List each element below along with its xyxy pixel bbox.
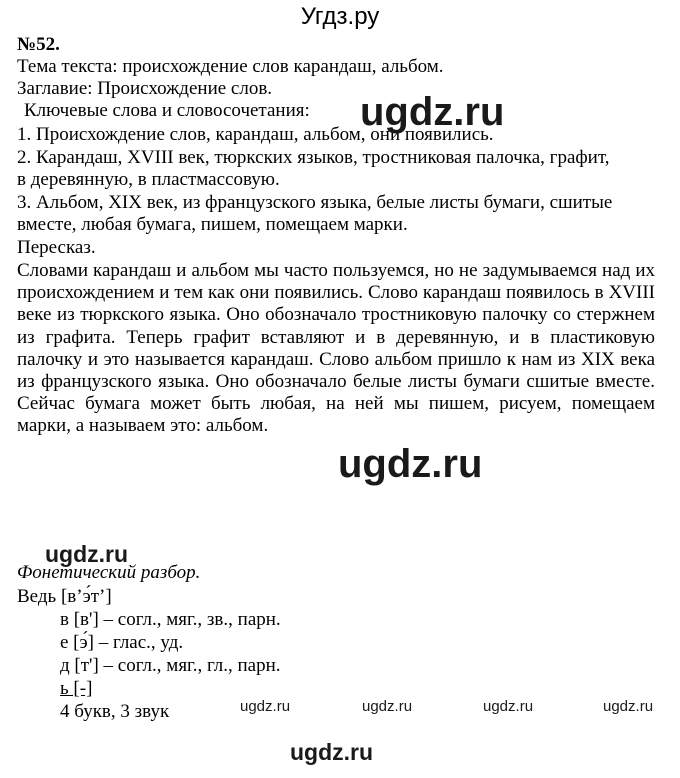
keywords-label: Ключевые слова и словосочетания: bbox=[24, 100, 310, 121]
phonetic-word: Ведь [в’э́т’] bbox=[17, 586, 112, 607]
watermark: ugdz.ru bbox=[338, 442, 483, 486]
watermark: ugdz.ru bbox=[483, 698, 534, 715]
retelling-paragraph: Словами карандаш и альбом мы часто пользуемся, но не задумываемся над их происхождением и тем как они появились. Слово карандаш появилось в XVIII веке из тюркского языка. Оно обозначало тростниковую палочку со стержнем из графита. Теперь графит вставляют и в деревянную, и в пластиковую палочку и это называется карандаш. Слово альбом пришло к нам из XIX века из французского языка. Оно обозначало белые листы бумаги сшитые вместе. Сейчас бумага может быть любая, на ней мы пишем, рисуем, помещаем марки, а называем это: альбом. bbox=[17, 260, 655, 437]
site-title: Угдз.ру bbox=[300, 3, 380, 30]
topic-line: Тема текста: происхождение слов карандаш, альбом. bbox=[17, 56, 444, 77]
phonetic-row: д [т'] – согл., мяг., гл., парн. bbox=[60, 655, 281, 676]
watermark: ugdz.ru bbox=[240, 698, 291, 715]
watermark: ugdz.ru bbox=[362, 698, 413, 715]
keyword-line: 2. Карандаш, XVIII век, тюркских языков, тростниковая палочка, графит, bbox=[17, 147, 610, 168]
keyword-line: 3. Альбом, XIX век, из французского языка, белые листы бумаги, сшитые bbox=[17, 192, 613, 213]
phonetic-row: ь [-] bbox=[60, 678, 93, 699]
keyword-line: вместе, любая бумага, пишем, помещаем марки. bbox=[17, 214, 408, 235]
watermark: ugdz.ru bbox=[290, 739, 374, 765]
phonetic-title: Фонетический разбор. bbox=[17, 562, 201, 583]
keyword-line: в деревянную, в пластмассовую. bbox=[17, 169, 280, 190]
heading-line: Заглавие: Происхождение слов. bbox=[17, 78, 273, 99]
watermark: ugdz.ru bbox=[603, 698, 654, 715]
phonetic-summary: 4 букв, 3 звук bbox=[60, 701, 170, 722]
retelling-label: Пересказ. bbox=[17, 237, 96, 258]
watermark: ugdz.ru bbox=[45, 541, 129, 567]
keyword-line: 1. Происхождение слов, карандаш, альбом, они появились. bbox=[17, 124, 494, 145]
task-number: №52. bbox=[17, 34, 60, 55]
phonetic-row: в [в'] – согл., мяг., зв., парн. bbox=[60, 609, 281, 630]
watermark: ugdz.ru bbox=[360, 90, 505, 134]
phonetic-row: е [э́] – глас., уд. bbox=[60, 632, 184, 653]
